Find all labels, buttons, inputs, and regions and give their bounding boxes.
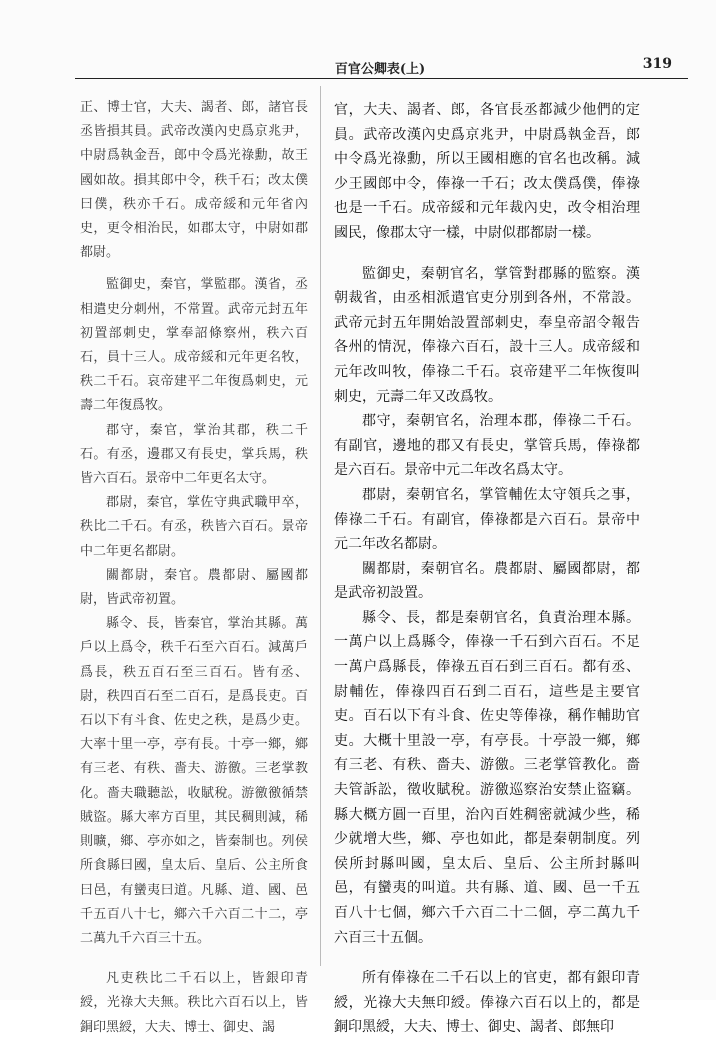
column-divider <box>320 86 321 966</box>
classical-paragraph: 郡尉，秦官，掌佐守典武職甲卒，秩比二千石。有丞，秩皆六百石。景帝中二年更名都尉。 <box>80 495 308 559</box>
translation-text-column <box>334 98 640 1040</box>
classical-paragraph: 正、博士官，大夫、謁者、郎，諸官長丞皆損其員。武帝改漢內史爲京兆尹，中尉爲執金吾，郎中令爲光祿勳，故王國如故。損其郎中令，秩千石；改太僕曰僕，秩亦千石。成帝綏和元年省內史，更令相治民，如郡太守，中尉如郡都尉。 <box>80 100 308 261</box>
translation-paragraph: 所有俸祿在二千石以上的官吏，都有銀印青綬，光祿大夫無印綬。俸祿六百石以上的，都是銅印黑綬，大夫、博士、御史、謁者、郎無印 <box>334 970 640 1036</box>
page-number: 319 <box>642 56 672 72</box>
translation-paragraph: 郡守，秦朝官名，治理本郡，俸祿二千石。有副官，邊地的郡又有長史，掌管兵馬，俸祿都是六百石。景帝中元二年改名爲太守。 <box>334 413 640 479</box>
classical-paragraph: 凡吏秩比二千石以上，皆銀印青綬，光祿大夫無。秩比六百石以上，皆銅印黑綬，大夫、博士、御史、謁 <box>80 971 308 1035</box>
classical-paragraph: 郡守，秦官，掌治其郡，秩二千石。有丞，邊郡又有長史，掌兵馬，秩皆六百石。景帝中二年更名太守。 <box>80 422 308 487</box>
translation-paragraph: 官，大夫、謁者、郎，各官長丞都減少他們的定員。武帝改漢內史爲京兆尹，中尉爲執金吾，郎中令爲光祿勳，所以王國相應的官名也改稱。減少王國郎中令，俸祿一千石；改太僕爲僕，俸祿也是一千石。成帝綏和元年裁內史，改令相治理國民，像郡太守一樣，中尉似郡都尉一樣。 <box>334 102 640 241</box>
classical-paragraph: 縣令、長，皆秦官，掌治其縣。萬戶以上爲令，秩千石至六百石。減萬戶爲長，秩五百石至三百石。皆有丞、尉，秩四百石至二百石，是爲長吏。百石以下有斗食、佐史之秩，是爲少吏。大率十里一亭，亭有長。十亭一鄉，鄉有三老、有秩、嗇夫、游徼。三老掌教化。嗇夫職聽訟，收賦稅。游徼徼循禁賊盜。縣大率方百里，其民稠則減，稀則曠，鄉、亭亦如之，皆秦制也。列侯所食縣曰國，皇太后、皇后、公主所食曰邑，有蠻夷曰道。凡縣、道、國、邑千五百八十七，鄉六千六百二十二，亭二萬九千六百三十五。 <box>80 616 308 946</box>
translation-paragraph: 縣令、長，都是秦朝官名，負責治理本縣。一萬户以上爲縣令，俸祿一千石到六百石。不足一萬户爲縣長，俸祿五百石到三百石。都有丞、尉輔佐，俸祿四百石到二百石，這些是主要官吏。百石以下有斗食、佐史等俸祿，稱作輔助官吏。大概十里設一亭，有亭長。十亭設一鄉，鄉有三老、有秩、嗇夫、游徼。三老掌管教化。嗇夫管訴訟，徵收賦稅。游徼巡察治安禁止盜竊。縣大概方圓一百里，治內百姓稠密就減少些，稀少就增大些，鄉、亭也如此，都是秦朝制度。列侯所封縣叫國，皇太后、皇后、公主所封縣叫邑，有蠻夷的叫道。共有縣、道、國、邑一千五百八十七個，鄉六千六百二十二個，亭二萬九千六百三十五個。 <box>334 609 640 946</box>
classical-text-column <box>80 96 308 1040</box>
classical-paragraph: 關都尉，秦官。農都尉、屬國都尉，皆武帝初置。 <box>80 567 308 608</box>
running-header <box>75 52 688 79</box>
running-title: 百官公卿表(上) <box>334 62 426 77</box>
translation-paragraph: 關都尉，秦朝官名。農都尉、屬國都尉，都是武帝初設置。 <box>334 560 640 602</box>
translation-paragraph: 監御史，秦朝官名，掌管對郡縣的監察。漢朝裁省，由丞相派遣官吏分別到各州，不常設。武帝元封五年開始設置部刺史，奉皇帝詔令報告各州的情況，俸祿六百石，設十三人。成帝綏和元年改叫牧，俸祿二千石。哀帝建平二年恢復叫刺史，元壽二年又改爲牧。 <box>334 265 640 405</box>
classical-paragraph: 監御史，秦官，掌監郡。漢省，丞相遣史分刺州，不常置。武帝元封五年初置部刺史，掌奉詔條察州，秩六百石，員十三人。成帝綏和元年更名牧，秩二千石。哀帝建平二年復爲刺史，元壽二年復爲牧。 <box>80 277 308 414</box>
translation-paragraph: 郡尉，秦朝官名，掌管輔佐太守領兵之事，俸祿二千石。有副官，俸祿都是六百石。景帝中元二年改名都尉。 <box>334 486 640 553</box>
